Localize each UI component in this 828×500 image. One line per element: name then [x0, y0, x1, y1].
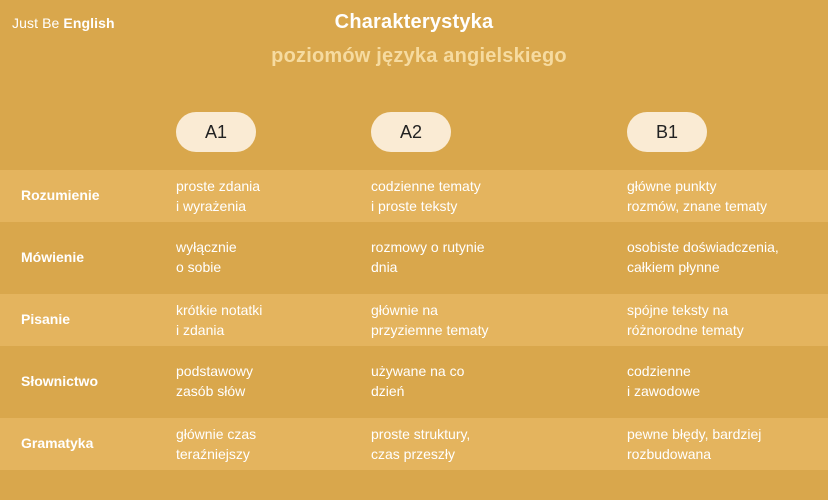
- page-title: Charakterystyka: [334, 11, 494, 33]
- table-cell: głównie na przyziemne tematy: [371, 302, 489, 338]
- table-cell: codzienne tematy i proste teksty: [371, 178, 481, 214]
- table-row: [0, 418, 828, 470]
- row-label: Gramatyka: [21, 435, 94, 451]
- table-row: [0, 170, 828, 222]
- level-header-a1: A1: [176, 112, 256, 152]
- brand-prefix: Just Be: [12, 15, 60, 31]
- table-cell: główne punkty rozmów, znane tematy: [627, 178, 768, 214]
- row-label: Pisanie: [21, 311, 71, 327]
- table-cell: codzienne i zawodowe: [627, 363, 701, 399]
- table-row: [0, 294, 828, 346]
- table-cell: krótkie notatki i zdania: [176, 302, 263, 338]
- table-cell: rozmowy o rutynie dnia: [371, 239, 485, 275]
- brand-bold: English: [63, 15, 115, 31]
- row-label: Słownictwo: [21, 373, 98, 389]
- table-cell: wyłącznie o sobie: [176, 239, 237, 275]
- level-header-b1: B1: [627, 112, 707, 152]
- table-cell: pewne błędy, bardziej rozbudowana: [627, 426, 762, 462]
- table-cell: osobiste doświadczenia, całkiem płynne: [627, 239, 779, 275]
- table-row: [0, 346, 828, 418]
- table-cell: podstawowy zasób słów: [176, 363, 254, 399]
- level-header-a2: A2: [371, 112, 451, 152]
- table-cell: proste zdania i wyrażenia: [176, 178, 261, 214]
- row-label: Rozumienie: [21, 187, 100, 203]
- table-cell: spójne teksty na różnorodne tematy: [627, 302, 744, 338]
- table-cell: głównie czas teraźniejszy: [176, 426, 257, 462]
- row-label: Mówienie: [21, 249, 85, 265]
- table-cell: proste struktury, czas przeszły: [371, 426, 471, 462]
- table-cell: używane na co dzień: [371, 363, 465, 399]
- page-subtitle: poziomów języka angielskiego: [271, 45, 567, 67]
- table-row: [0, 222, 828, 294]
